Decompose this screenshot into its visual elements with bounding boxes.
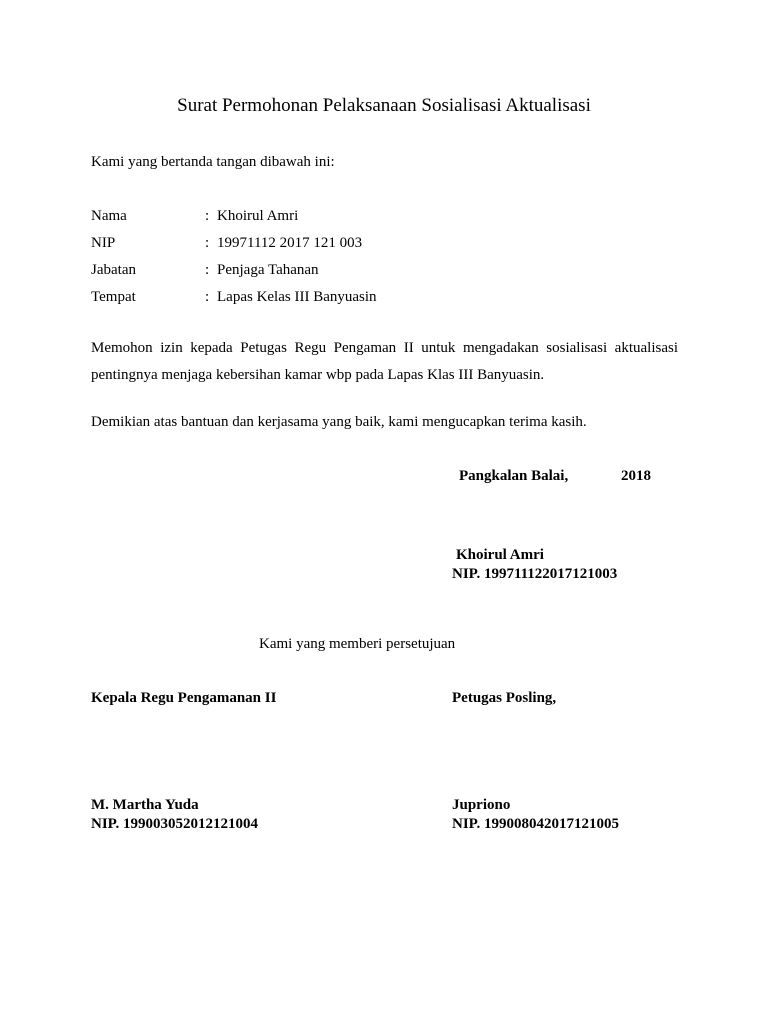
field-separator: : xyxy=(205,235,210,251)
field-value: 19971112 2017 121 003 xyxy=(217,235,363,251)
field-separator: : xyxy=(205,208,210,224)
letter-title: Surat Permohonan Pelaksanaan Sosialisasi Aktualisasi xyxy=(177,95,591,116)
place-label: Pangkalan Balai, xyxy=(459,468,569,484)
field-label: Nama xyxy=(91,208,127,224)
approver-right-nip: NIP. 199008042017121005 xyxy=(452,816,619,832)
approver-left-role: Kepala Regu Pengamanan II xyxy=(91,690,277,706)
field-value: Lapas Kelas III Banyuasin xyxy=(217,289,377,305)
approver-left-nip: NIP. 199003052012121004 xyxy=(91,816,258,832)
year-label: 2018 xyxy=(621,468,651,484)
field-value: Khoirul Amri xyxy=(217,208,299,224)
closing-paragraph: Demikian atas bantuan dan kerjasama yang baik, kami mengucapkan terima kasih. xyxy=(91,414,587,430)
field-label: NIP xyxy=(91,235,116,251)
approval-heading: Kami yang memberi persetujuan xyxy=(259,636,456,652)
field-separator: : xyxy=(205,262,210,278)
field-separator: : xyxy=(205,289,210,305)
request-paragraph: Memohon izin kepada Petugas Regu Pengaman II untuk mengadakan sosialisasi aktualisasi pentingnya menjaga kebersihan kamar wbp pada Lapas Klas III Banyuasin. xyxy=(91,340,678,383)
signer-nip: NIP. 199711122017121003 xyxy=(452,566,618,582)
field-label: Tempat xyxy=(91,289,136,305)
field-value: Penjaga Tahanan xyxy=(217,262,319,278)
approver-left-name: M. Martha Yuda xyxy=(91,797,199,813)
approver-right-role: Petugas Posling, xyxy=(452,690,557,706)
approver-right-name: Jupriono xyxy=(452,797,511,813)
signer-name: Khoirul Amri xyxy=(456,547,544,563)
field-label: Jabatan xyxy=(91,262,136,278)
intro-text: Kami yang bertanda tangan dibawah ini: xyxy=(91,154,335,170)
